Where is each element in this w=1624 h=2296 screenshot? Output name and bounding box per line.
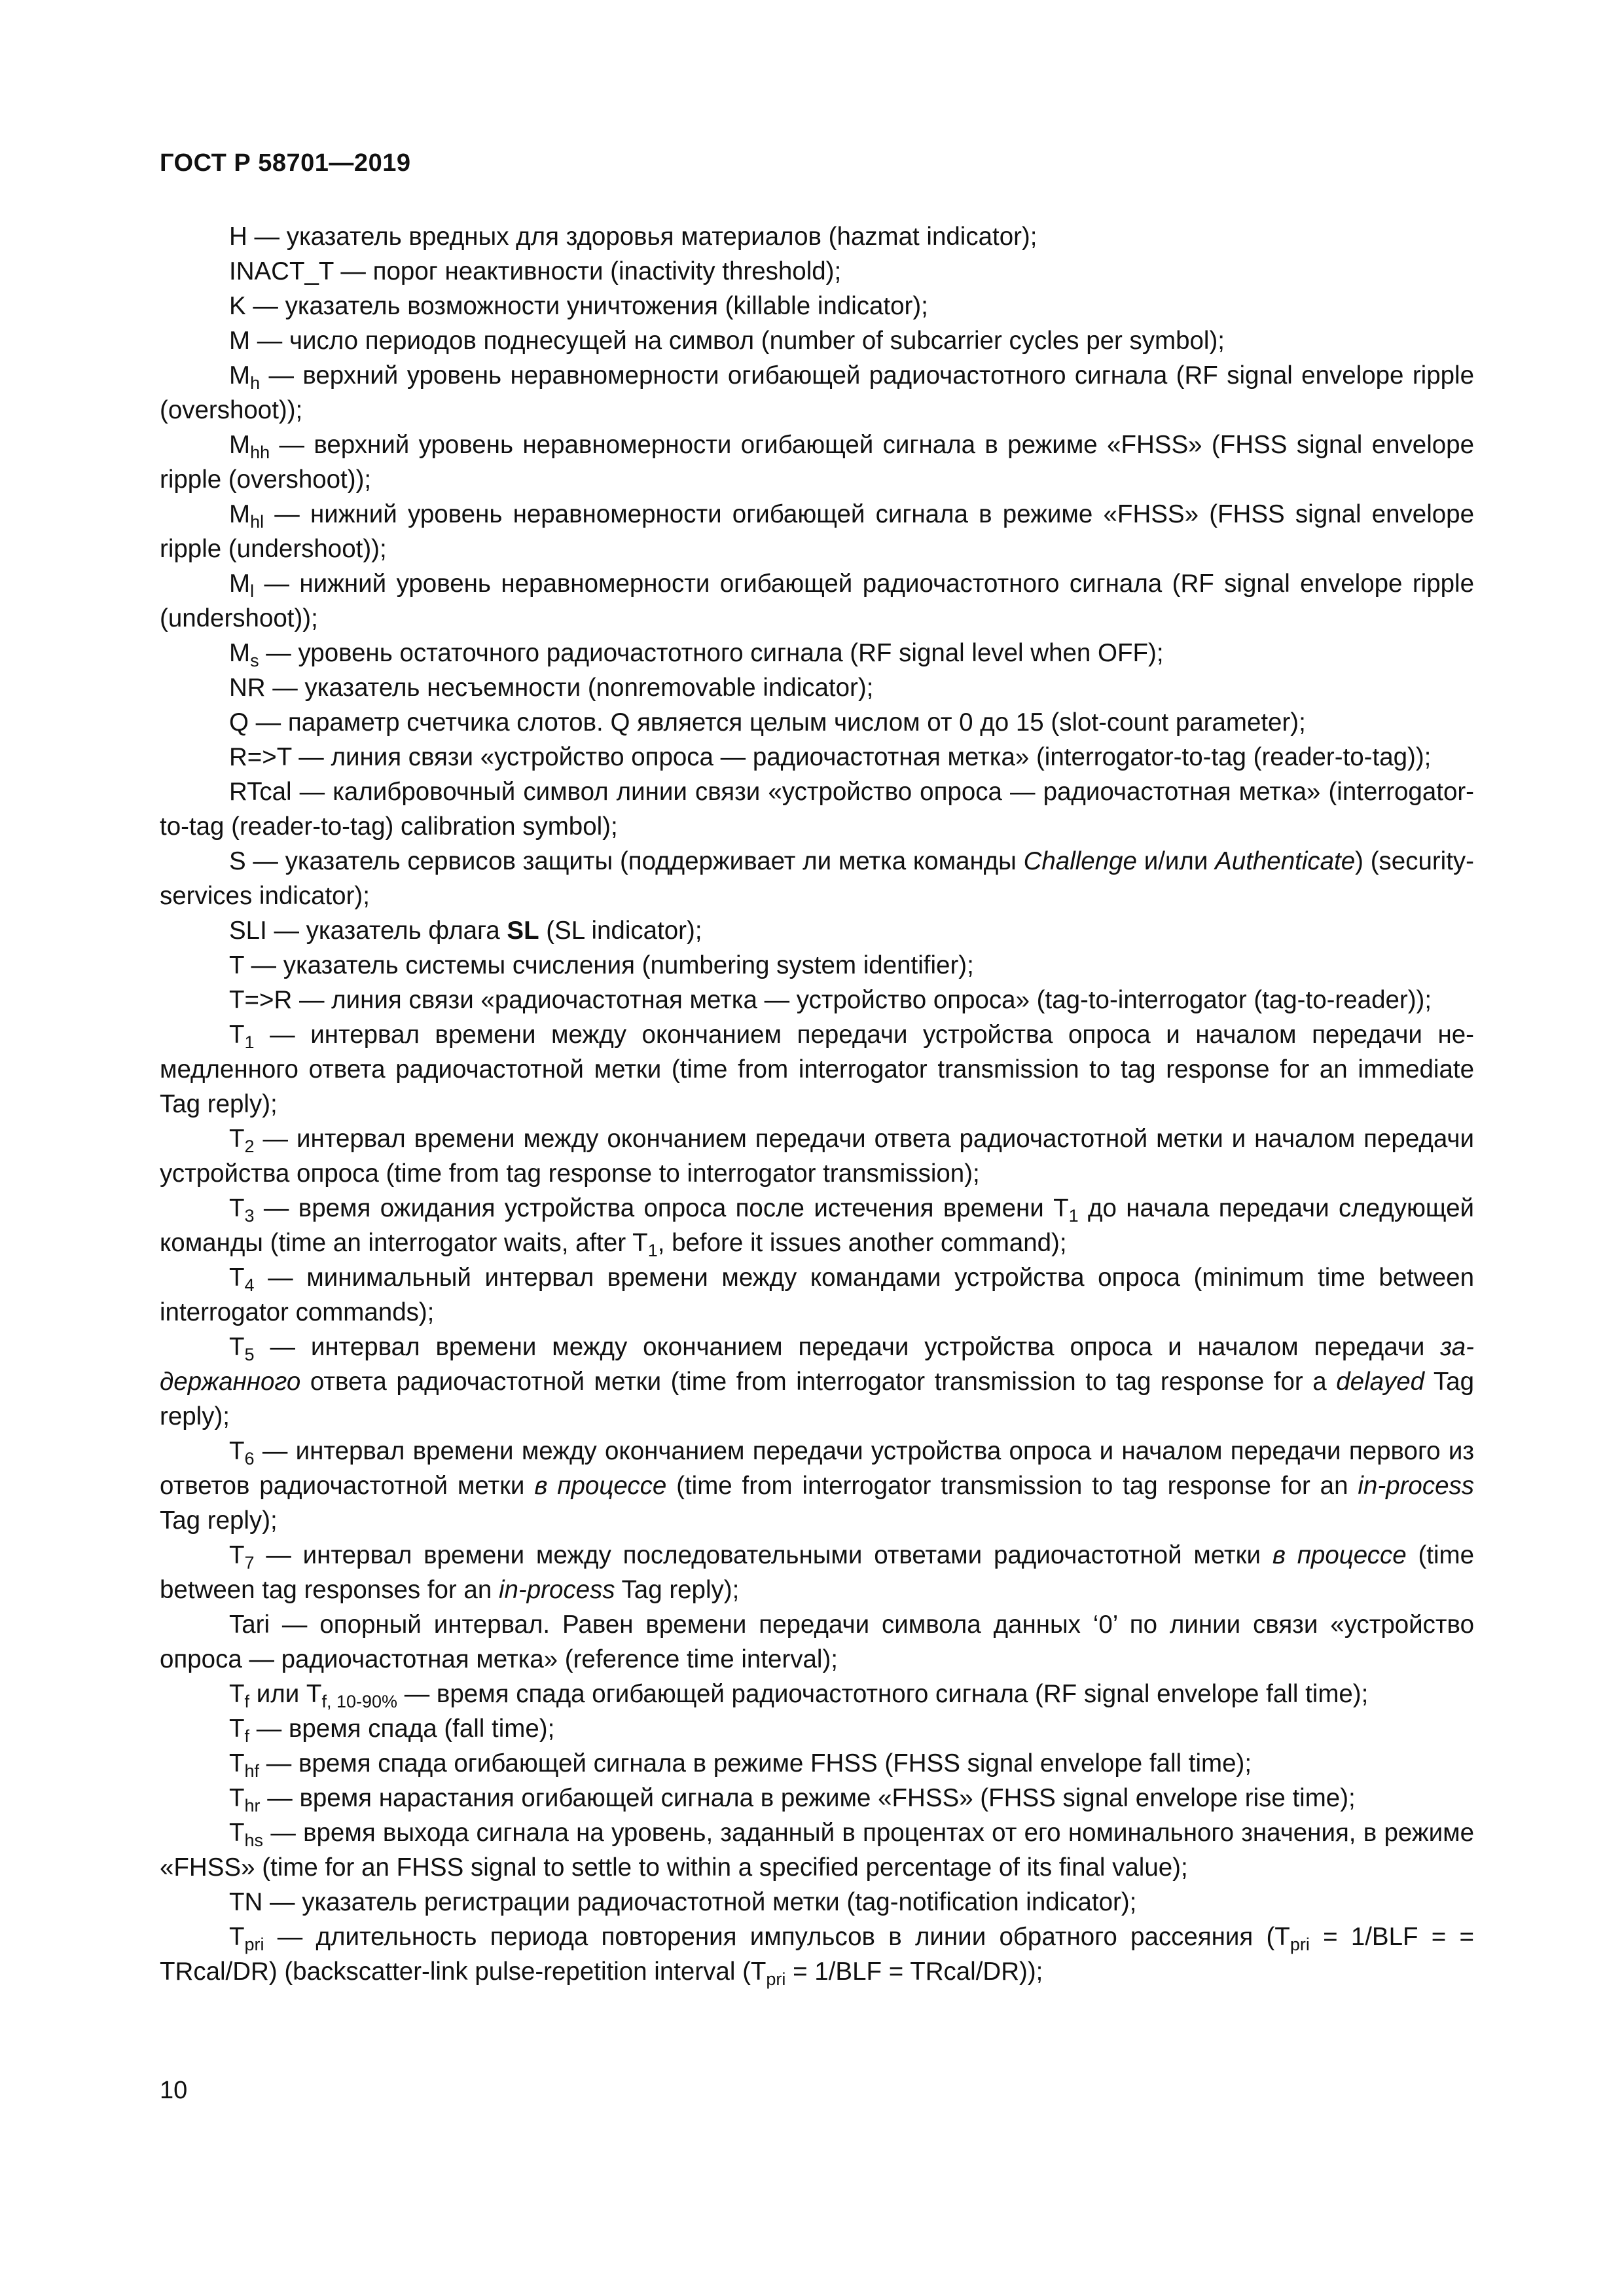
- text-segment: — интервал времени между последовательными ответами радиочастотной метки: [254, 1541, 1272, 1569]
- text-segment: Tag reply);: [160, 1368, 1474, 1430]
- text-segment: T: [229, 1819, 245, 1847]
- text-segment: M: [229, 431, 251, 459]
- text-segment: T: [229, 1784, 245, 1812]
- text-segment: NR — указатель несъемности (nonremovable indicator);: [229, 674, 874, 702]
- text-segment: — уровень остаточного радиочастотного сигнала (RF signal level when OFF);: [259, 639, 1164, 667]
- subscript: 6: [244, 1449, 255, 1468]
- italic-term: delayed: [1336, 1368, 1425, 1396]
- definition-item: [160, 1260, 1474, 1330]
- definition-item: [160, 636, 1474, 670]
- definition-item: [160, 913, 1474, 948]
- italic-term: в процессе: [534, 1472, 667, 1500]
- definition-item: [160, 219, 1474, 254]
- text-segment: M — число периодов поднесущей на символ (number of subcarrier cycles per symbol);: [229, 327, 1225, 355]
- definition-item: [160, 1711, 1474, 1746]
- definition-item: [160, 844, 1474, 913]
- italic-term: in-process: [498, 1576, 615, 1604]
- definition-item: [160, 1330, 1474, 1434]
- text-segment: T: [229, 1437, 245, 1465]
- text-segment: Tari — опорный интервал. Равен времени передачи символа данных ‘0’ по линии связи «устройство опроса — радиочастотная метка» (reference time interval);: [160, 1611, 1474, 1673]
- subscript: 4: [244, 1275, 255, 1295]
- text-segment: — верхний уровень неравномерности огибающей радиочастотного сигнала (RF signal envelope ripple (overshoot));: [160, 361, 1474, 424]
- subscript: pri: [766, 1969, 786, 1989]
- italic-term: задержанного: [160, 1333, 1474, 1396]
- text-segment: Tag reply);: [615, 1576, 740, 1604]
- italic-term: в процессе: [1272, 1541, 1407, 1569]
- definition-item: [160, 705, 1474, 740]
- text-segment: ) (security-services indicator);: [160, 847, 1474, 910]
- text-segment: — интервал времени между окончанием передачи устройства опроса и началом передачи первого из ответов радиочастотной метки: [160, 1437, 1474, 1500]
- subscript: f: [244, 1692, 250, 1711]
- text-segment: M: [229, 500, 251, 528]
- text-segment: INACT_T — порог неактивности (inactivity threshold);: [229, 257, 842, 285]
- text-segment: — интервал времени между окончанием передачи устройства опроса и началом передачи немедленного ответа радиочастотной метки (time from interrogator transmission to tag response for an immediate Tag reply);: [160, 1021, 1474, 1118]
- italic-term: Challenge: [1023, 847, 1137, 875]
- definition-item: [160, 428, 1474, 497]
- italic-term: Authenticate: [1215, 847, 1356, 875]
- definition-item: [160, 983, 1474, 1017]
- definition-item: [160, 948, 1474, 983]
- definition-item: [160, 323, 1474, 358]
- text-segment: — нижний уровень неравномерности огибающей радиочастотного сигнала (RF signal envelope ripple (undershoot));: [160, 570, 1474, 632]
- text-segment: T: [229, 1680, 245, 1708]
- definition-item: [160, 1538, 1474, 1607]
- text-segment: T: [229, 1749, 245, 1777]
- subscript: pri: [244, 1935, 264, 1954]
- text-segment: Q — параметр счетчика слотов. Q является целым числом от 0 до 15 (slot-count parameter);: [229, 708, 1306, 737]
- definition-item: [160, 1920, 1474, 1989]
- definition-item: [160, 1434, 1474, 1538]
- text-segment: T: [229, 1541, 245, 1569]
- subscript: hr: [244, 1796, 261, 1815]
- subscript: hf: [244, 1761, 260, 1781]
- subscript: 2: [244, 1137, 255, 1156]
- text-segment: — минимальный интервал времени между командами устройства опроса (minimum time between interrogator commands);: [160, 1264, 1474, 1326]
- text-segment: TN — указатель регистрации радиочастотной метки (tag-notification indicator);: [229, 1888, 1137, 1916]
- text-segment: S — указатель сервисов защиты (поддерживает ли метка команды: [229, 847, 1024, 875]
- definition-item: [160, 774, 1474, 844]
- subscript: hh: [250, 443, 270, 462]
- subscript: 5: [244, 1345, 255, 1364]
- text-segment: SLI — указатель флага: [229, 917, 507, 945]
- text-segment: T: [229, 1125, 245, 1153]
- definition-item: [160, 1121, 1474, 1191]
- text-segment: K — указатель возможности уничтожения (killable indicator);: [229, 292, 928, 320]
- text-segment: — время спада (fall time);: [249, 1715, 555, 1743]
- text-segment: T: [229, 1333, 245, 1361]
- text-segment: до начала передачи следующей команды (time an interrogator waits, after T: [160, 1194, 1474, 1257]
- text-segment: — время нарастания огибающей сигнала в режиме «FHSS» (FHSS signal envelope rise time);: [260, 1784, 1356, 1812]
- text-segment: T: [229, 1021, 245, 1049]
- subscript: 7: [244, 1553, 255, 1573]
- text-segment: , before it issues another command);: [657, 1229, 1067, 1257]
- text-segment: RTcal — калибровочный символ линии связи «устройство опроса — радиочастотная метка» (interrogator-to-tag (reader-to-tag) calibration symbol);: [160, 778, 1474, 841]
- definition-item: [160, 1746, 1474, 1781]
- text-segment: — время выхода сигнала на уровень, заданный в процентах от его номинального значения, в режиме «FHSS» (time for an FHSS signal to settle to within a specified percentage of its final value);: [160, 1819, 1474, 1882]
- text-segment: T — указатель системы счисления (numbering system identifier);: [229, 951, 974, 979]
- text-segment: (SL indicator);: [539, 917, 702, 945]
- text-segment: M: [229, 639, 251, 667]
- text-segment: T: [229, 1264, 245, 1292]
- subscript: h: [250, 373, 261, 393]
- document-header: ГОСТ Р 58701—2019: [160, 149, 411, 177]
- text-segment: = 1/BLF = = TRcal/DR) (backscatter-link pulse-repetition interval (T: [160, 1923, 1474, 1986]
- subscript: 3: [244, 1206, 255, 1226]
- text-segment: ответа радиочастотной метки (time from interrogator transmission to tag response for a: [300, 1368, 1337, 1396]
- definition-item: [160, 497, 1474, 566]
- definition-item: [160, 1607, 1474, 1677]
- subscript: l: [250, 581, 255, 601]
- definitions-list: [160, 219, 1474, 1989]
- definition-item: [160, 740, 1474, 774]
- text-segment: (time between tag responses for an: [160, 1541, 1474, 1604]
- subscript: 1: [1068, 1206, 1079, 1226]
- text-segment: — нижний уровень неравномерности огибающей сигнала в режиме «FHSS» (FHSS signal envelope ripple (undershoot));: [160, 500, 1474, 563]
- definition-item: [160, 1885, 1474, 1920]
- definition-item: [160, 1677, 1474, 1711]
- text-segment: = 1/BLF = TRcal/DR));: [785, 1958, 1043, 1986]
- text-segment: Tag reply);: [160, 1506, 278, 1535]
- text-segment: H — указатель вредных для здоровья материалов (hazmat indicator);: [229, 223, 1038, 251]
- text-segment: (time from interrogator transmission to tag response for an: [666, 1472, 1358, 1500]
- text-segment: T: [229, 1194, 245, 1222]
- definition-item: [160, 1017, 1474, 1121]
- italic-term: in-process: [1358, 1472, 1474, 1500]
- subscript: s: [250, 651, 259, 670]
- definition-item: [160, 358, 1474, 428]
- text-segment: T=>R — линия связи «радиочастотная метка — устройство опроса» (tag-to-interrogator (tag-to-reader));: [229, 986, 1432, 1014]
- text-segment: — интервал времени между окончанием передачи устройства опроса и началом передачи: [254, 1333, 1441, 1361]
- text-segment: — время спада огибающей сигнала в режиме FHSS (FHSS signal envelope fall time);: [259, 1749, 1252, 1777]
- definition-item: [160, 1191, 1474, 1260]
- page-number: 10: [160, 2077, 188, 2104]
- definition-item: [160, 566, 1474, 636]
- subscript: f, 10-90%: [321, 1692, 398, 1711]
- text-segment: — интервал времени между окончанием передачи ответа радиочастотной метки и началом передачи устройства опроса (time from tag response to interrogator transmission);: [160, 1125, 1474, 1188]
- text-segment: M: [229, 361, 251, 390]
- text-segment: R=>T — линия связи «устройство опроса — радиочастотная метка» (interrogator-to-tag (reader-to-tag));: [229, 743, 1432, 771]
- text-segment: — время спада огибающей радиочастотного сигнала (RF signal envelope fall time);: [397, 1680, 1369, 1708]
- text-segment: — длительность периода повторения импульсов в линии обратного рассеяния (T: [264, 1923, 1290, 1951]
- subscript: pri: [1290, 1935, 1310, 1954]
- subscript: hl: [250, 512, 264, 532]
- text-segment: или T: [249, 1680, 322, 1708]
- subscript: 1: [244, 1032, 255, 1052]
- definition-item: [160, 670, 1474, 705]
- text-segment: T: [229, 1923, 245, 1951]
- subscript: f: [244, 1726, 250, 1746]
- definition-item: [160, 254, 1474, 289]
- text-segment: M: [229, 570, 251, 598]
- bold-term: SL: [507, 917, 539, 945]
- text-segment: — время ожидания устройства опроса после истечения времени T: [254, 1194, 1069, 1222]
- definition-item: [160, 1815, 1474, 1885]
- subscript: 1: [647, 1241, 658, 1260]
- subscript: hs: [244, 1831, 264, 1850]
- definition-item: [160, 289, 1474, 323]
- text-segment: и/или: [1136, 847, 1216, 875]
- text-segment: — верхний уровень неравномерности огибающей сигнала в режиме «FHSS» (FHSS signal envelope ripple (overshoot));: [160, 431, 1474, 494]
- text-segment: T: [229, 1715, 245, 1743]
- definition-item: [160, 1781, 1474, 1815]
